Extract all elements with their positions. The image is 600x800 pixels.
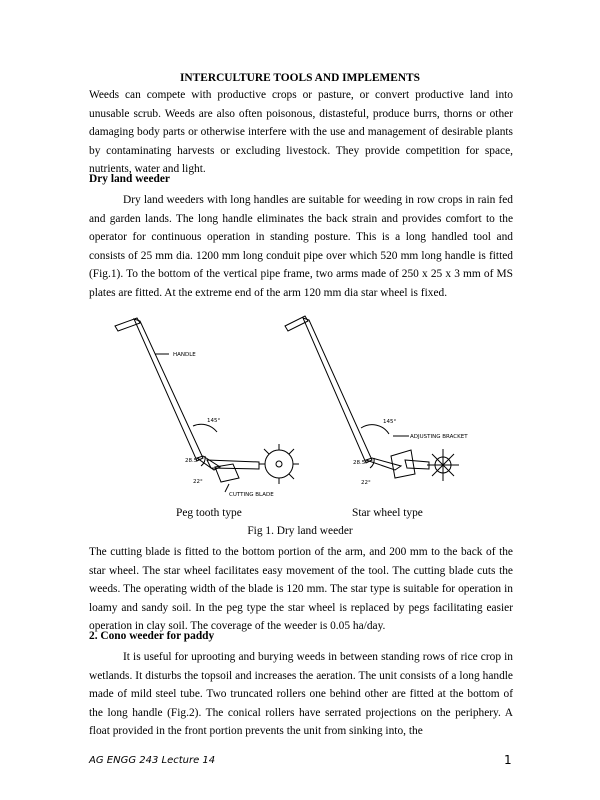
right-angle-arc-top	[361, 425, 389, 434]
right-pipe	[303, 318, 372, 463]
dry-land-weeder-figure	[89, 306, 513, 506]
caption-star-wheel-type: Star wheel type	[352, 507, 423, 519]
right-label-adjusting-bracket: ADJUSTING BRACKET	[410, 434, 468, 440]
peg-wheel-teeth	[259, 444, 299, 484]
left-blade-leader	[225, 484, 229, 492]
dry-land-weeder-paragraph-2: The cutting blade is fitted to the bottom portion of the arm, and 200 mm to the back of the star wheel. The star wheel facilitates easy movement of the tool. The cutting blade cuts the weeds. The operating width of the blade is 120 mm. The star type is suitable for operation in loamy and sandy soil. In the peg type the star wheel is replaced by pegs facilitating easier operation in clay soil. The coverage of the weeder is 0.05 ha/day.	[89, 546, 513, 633]
left-label-angle-mid: 28.5°	[185, 458, 200, 464]
star-wheel	[427, 449, 459, 481]
dry-land-weeder-paragraph-1: Dry land weeders with long handles are suitable for weeding in row crops in rain fed and garden lands. The long handle eliminates the back strain and provides comfort to the operator for continuous operation in standing posture. This is a long handled tool and consists of 25 mm dia. 1200 mm long conduit pipe over which 520 mm long handle is fitted (Fig.1). To the bottom of the vertical pipe frame, two arms made of 250 x 25 x 3 mm of MS plates are fitted. At the extreme end of the arm 120 mm dia star wheel is fixed.	[89, 194, 513, 299]
left-label-cutting-blade: CUTTING BLADE	[229, 492, 274, 498]
page-title: INTERCULTURE TOOLS AND IMPLEMENTS	[179, 72, 420, 84]
left-pipe	[134, 319, 203, 461]
figure-caption: Fig 1. Dry land weeder	[247, 525, 353, 537]
peg-tooth-weeder-drawing	[115, 318, 299, 492]
right-label-angle-bottom: 22°	[361, 480, 371, 486]
section-heading-dry-land-weeder: Dry land weeder	[89, 173, 170, 185]
left-label-angle-bottom: 22°	[193, 479, 203, 485]
right-arm	[366, 458, 401, 470]
footer-page-number: 1	[504, 753, 512, 767]
caption-peg-tooth-type: Peg tooth type	[176, 507, 242, 519]
left-angle-arc-top	[193, 424, 217, 432]
cono-weeder-paragraph-1: It is useful for uprooting and burying weeds in between standing rows of rice crop in wetlands. It disturbs the topsoil and increases the aeration. The unit consists of a long handle made of mild steel tube. Two truncated rollers one behind other are fitted at the bottom of the long handle (Fig.2). The conical rollers have serrated projections on the periphery. A float provided in the front portion prevents the unit from sinking into, the	[89, 651, 513, 738]
star-wheel-weeder-drawing	[285, 316, 459, 481]
right-label-angle-top: 145°	[383, 419, 397, 425]
section-heading-cono-weeder: 2. Cono weeder for paddy	[89, 630, 215, 642]
right-label-angle-mid: 28.5°	[353, 460, 368, 466]
peg-wheel-hub	[276, 461, 282, 467]
left-label-angle-top: 145°	[207, 418, 221, 424]
left-label-handle: HANDLE	[173, 352, 196, 358]
intro-paragraph: Weeds can compete with productive crops or pasture, or convert productive land into unusable scrub. Weeds are also often poisonous, distasteful, produce burrs, thorns or other damaging body parts or otherwise interfere with the use and management of desirable plants by contaminating harvests or excluding livestock. They provide competition for space, nutrients, water and light.	[89, 89, 513, 176]
right-frame-bar	[405, 460, 429, 469]
peg-wheel	[265, 450, 293, 478]
footer-course: AG ENGG 243 Lecture 14	[89, 755, 216, 766]
left-cutting-blade	[215, 464, 239, 482]
